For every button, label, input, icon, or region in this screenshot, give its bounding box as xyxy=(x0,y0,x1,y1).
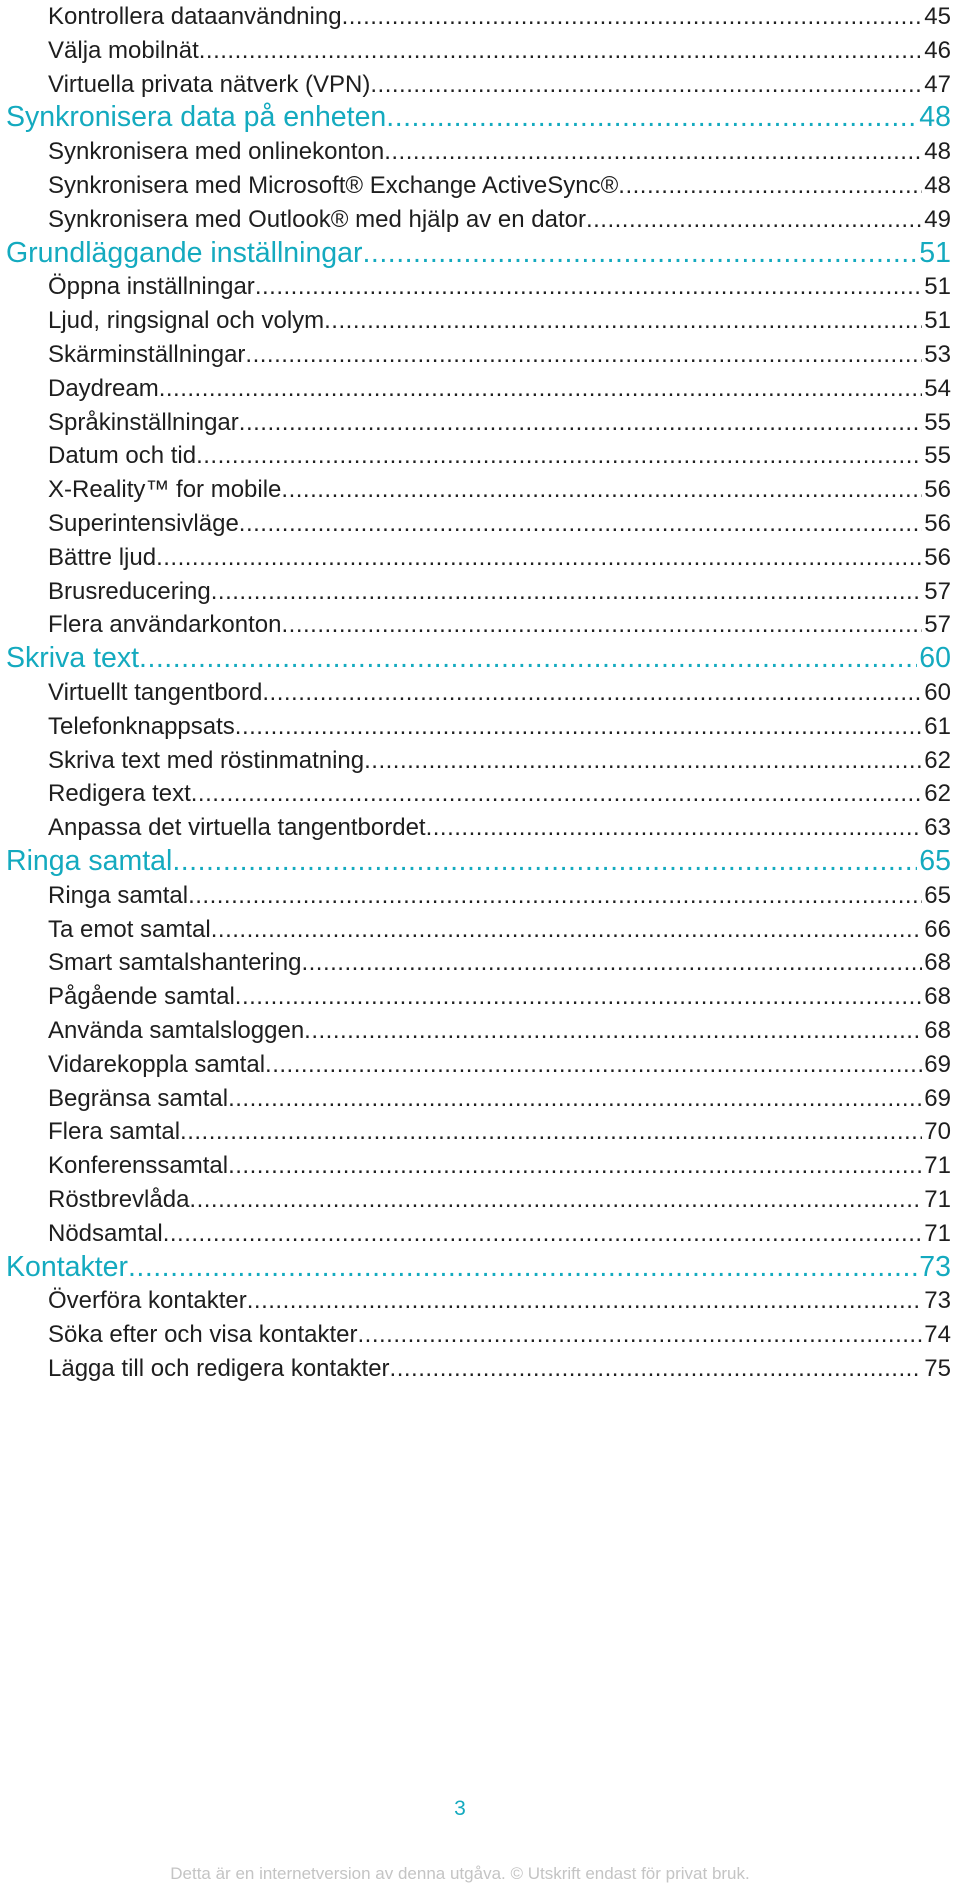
toc-entry[interactable] xyxy=(48,913,951,947)
toc-title: Ta emot samtal xyxy=(48,915,211,943)
toc-entry[interactable] xyxy=(48,777,951,811)
toc-title: Ringa samtal xyxy=(6,845,173,877)
toc-page-number: 60 xyxy=(924,679,951,706)
toc-entry[interactable] xyxy=(48,1082,951,1116)
toc-page-number: 71 xyxy=(924,1152,951,1180)
toc-title: Röstbrevlåda xyxy=(48,1186,190,1213)
toc-page-number: 74 xyxy=(924,1321,951,1349)
toc-page-number: 62 xyxy=(924,746,951,774)
toc-entry[interactable] xyxy=(48,575,951,609)
toc-entry[interactable] xyxy=(48,608,951,642)
toc-entry[interactable] xyxy=(48,1352,951,1386)
dot-leader xyxy=(228,1082,922,1116)
toc-title: Vidarekoppla samtal xyxy=(48,1050,266,1078)
toc-page-number: 57 xyxy=(924,611,951,639)
toc-page-number: 65 xyxy=(924,881,951,909)
toc-title: Virtuellt tangentbord xyxy=(48,679,263,706)
dot-leader xyxy=(324,304,922,338)
toc-entry[interactable] xyxy=(48,1014,951,1048)
toc-page-number: 51 xyxy=(924,307,951,335)
dot-leader xyxy=(159,372,923,406)
toc-section-heading[interactable] xyxy=(6,237,951,271)
dot-leader xyxy=(211,913,923,947)
toc-title: Skärminställningar xyxy=(48,341,246,368)
dot-leader xyxy=(235,710,923,744)
toc-page-number: 60 xyxy=(919,642,951,675)
toc-title: Telefonknappsats xyxy=(48,712,235,740)
toc-entry[interactable] xyxy=(48,744,951,778)
toc-page-number: 68 xyxy=(924,1017,951,1044)
toc-entry[interactable] xyxy=(48,980,951,1014)
dot-leader xyxy=(390,1352,923,1386)
dot-leader xyxy=(386,101,917,135)
dot-leader xyxy=(426,811,923,845)
toc-page-number: 47 xyxy=(924,70,951,98)
dot-leader xyxy=(128,1251,917,1285)
toc-entry[interactable] xyxy=(48,473,951,507)
toc-title: Anpassa det virtuella tangentbordet xyxy=(48,814,426,842)
toc-entry[interactable] xyxy=(48,1115,951,1149)
toc-page-number: 63 xyxy=(924,814,951,842)
toc-entry[interactable] xyxy=(48,68,951,102)
dot-leader xyxy=(370,68,922,102)
toc-title: Synkronisera med Microsoft® Exchange ActiveSync® xyxy=(48,172,619,199)
toc-title: Synkronisera data på enheten xyxy=(6,101,387,134)
toc-entry[interactable] xyxy=(48,135,951,169)
toc-title: Synkronisera med onlinekonton xyxy=(48,138,385,166)
dot-leader xyxy=(245,338,922,372)
toc-section-heading[interactable] xyxy=(6,845,951,879)
toc-title: Datum och tid xyxy=(48,442,197,470)
toc-title: Skriva text med röstinmatning xyxy=(48,746,365,774)
toc-page-number: 55 xyxy=(924,408,951,436)
toc-title: X-Reality™ for mobile xyxy=(48,476,282,504)
toc-title: Smart samtalshantering xyxy=(48,949,302,977)
toc-page-number: 68 xyxy=(924,949,951,977)
dot-leader xyxy=(618,169,922,203)
toc-page-number: 55 xyxy=(924,442,951,470)
toc-page-number: 62 xyxy=(924,780,951,808)
toc-entry[interactable] xyxy=(48,0,951,34)
toc-entry[interactable] xyxy=(48,372,951,406)
dot-leader xyxy=(199,34,923,68)
dot-leader xyxy=(281,608,922,642)
toc-entry[interactable] xyxy=(48,1318,951,1352)
dot-leader xyxy=(163,1217,923,1251)
toc-title: Flera samtal xyxy=(48,1118,181,1146)
toc-page-number: 53 xyxy=(924,341,951,368)
toc-entry[interactable] xyxy=(48,946,951,980)
toc-page-number: 71 xyxy=(924,1219,951,1247)
toc-entry[interactable] xyxy=(48,710,951,744)
toc-page-number: 48 xyxy=(924,138,951,166)
dot-leader xyxy=(304,1014,922,1048)
dot-leader xyxy=(172,845,917,879)
dot-leader xyxy=(247,1284,923,1318)
toc-page-number: 56 xyxy=(924,510,951,537)
toc-page-number: 69 xyxy=(924,1084,951,1112)
dot-leader xyxy=(191,777,923,811)
toc-title: Språkinställningar xyxy=(48,408,239,436)
dot-leader xyxy=(189,1183,922,1217)
dot-leader xyxy=(239,406,923,440)
toc-entry[interactable] xyxy=(48,34,951,68)
toc-page-number: 51 xyxy=(924,273,951,301)
toc-entry[interactable] xyxy=(48,541,951,575)
dot-leader xyxy=(188,879,922,913)
dot-leader xyxy=(196,439,922,473)
toc-entry[interactable] xyxy=(48,676,951,710)
toc-page-number: 73 xyxy=(924,1287,951,1315)
toc-title: Pågående samtal xyxy=(48,983,235,1011)
toc-page-number: 45 xyxy=(924,3,951,30)
toc-title: Synkronisera med Outlook® med hjälp av en dator xyxy=(48,205,586,233)
dot-leader xyxy=(239,507,923,541)
dot-leader xyxy=(228,1149,922,1183)
dot-leader xyxy=(301,946,922,980)
toc-entry[interactable] xyxy=(48,507,951,541)
toc-page-number: 70 xyxy=(924,1118,951,1146)
toc-page-number: 56 xyxy=(924,543,951,571)
toc-title: Daydream xyxy=(48,374,159,402)
toc-entry[interactable] xyxy=(48,169,951,203)
toc-page-number: 57 xyxy=(924,577,951,605)
toc-title: Ringa samtal xyxy=(48,881,189,909)
dot-leader xyxy=(358,1318,923,1352)
page-number: 3 xyxy=(454,1797,466,1820)
toc-page-number: 49 xyxy=(924,205,951,233)
dot-leader xyxy=(262,676,922,710)
toc-entry[interactable] xyxy=(48,304,951,338)
toc-entry[interactable] xyxy=(48,1217,951,1251)
toc-title: Redigera text xyxy=(48,780,191,808)
toc-title: Virtuella privata nätverk (VPN) xyxy=(48,70,371,98)
toc-section-heading[interactable] xyxy=(6,642,951,676)
toc-page-number: 48 xyxy=(919,101,951,134)
dot-leader xyxy=(180,1115,922,1149)
dot-leader xyxy=(265,1048,922,1082)
dot-leader xyxy=(281,473,922,507)
toc-entry[interactable] xyxy=(48,1048,951,1082)
footer-note: Detta är en internetversion av denna utgåva. © Utskrift endast för privat bruk. xyxy=(170,1864,750,1883)
dot-leader xyxy=(586,203,922,237)
toc-entry[interactable] xyxy=(48,879,951,913)
toc-page-number: 75 xyxy=(924,1355,951,1382)
dot-leader xyxy=(235,980,923,1014)
toc-title: Begränsa samtal xyxy=(48,1084,229,1112)
toc-title: Söka efter och visa kontakter xyxy=(48,1321,358,1349)
toc-page-number: 65 xyxy=(919,845,951,877)
dot-leader xyxy=(156,541,922,575)
toc-entry[interactable] xyxy=(48,406,951,440)
toc-title: Överföra kontakter xyxy=(48,1287,247,1315)
dot-leader xyxy=(211,575,923,609)
toc-page-number: 46 xyxy=(924,36,951,64)
dot-leader xyxy=(363,237,918,271)
toc-page-number: 61 xyxy=(924,712,951,740)
dot-leader xyxy=(255,270,922,304)
toc-title: Superintensivläge xyxy=(48,510,239,537)
toc-title: Brusreducering xyxy=(48,577,211,605)
toc-entry[interactable] xyxy=(48,1284,951,1318)
dot-leader xyxy=(139,642,917,676)
toc-title: Grundläggande inställningar xyxy=(6,236,363,269)
toc-section-heading[interactable] xyxy=(6,1251,951,1285)
toc-title: Bättre ljud xyxy=(48,543,157,571)
dot-leader xyxy=(384,135,922,169)
toc-title: Välja mobilnät xyxy=(48,36,199,64)
toc-entry[interactable] xyxy=(48,270,951,304)
toc-entry[interactable] xyxy=(48,811,951,845)
toc-entry[interactable] xyxy=(48,439,951,473)
toc-title: Flera användarkonton xyxy=(48,611,282,639)
toc-page-number: 68 xyxy=(924,983,951,1011)
toc-title: Skriva text xyxy=(6,642,140,675)
dot-leader xyxy=(364,744,922,778)
toc-entry[interactable] xyxy=(48,203,951,237)
toc-page-number: 51 xyxy=(919,236,951,269)
toc-page-number: 66 xyxy=(924,915,951,943)
toc-title: Öppna inställningar xyxy=(48,273,255,301)
toc-entry[interactable] xyxy=(48,1183,951,1217)
toc-section-heading[interactable] xyxy=(6,101,951,135)
toc-page-number: 54 xyxy=(924,374,951,402)
toc-title: Ljud, ringsignal och volym xyxy=(48,307,325,335)
toc-title: Nödsamtal xyxy=(48,1219,163,1247)
toc-title: Lägga till och redigera kontakter xyxy=(48,1355,390,1382)
toc-page-number: 69 xyxy=(924,1050,951,1078)
toc-title: Använda samtalsloggen xyxy=(48,1017,305,1044)
dot-leader xyxy=(342,0,923,34)
toc-page-number: 48 xyxy=(924,172,951,199)
toc-page-number: 73 xyxy=(919,1250,951,1283)
toc-page-number: 56 xyxy=(924,476,951,504)
toc-title: Kontrollera dataanvändning xyxy=(48,3,342,30)
toc-entry[interactable] xyxy=(48,1149,951,1183)
toc-title: Konferenssamtal xyxy=(48,1152,229,1180)
toc-title: Kontakter xyxy=(6,1250,128,1283)
toc-page-number: 71 xyxy=(924,1186,951,1213)
toc-entry[interactable] xyxy=(48,338,951,372)
